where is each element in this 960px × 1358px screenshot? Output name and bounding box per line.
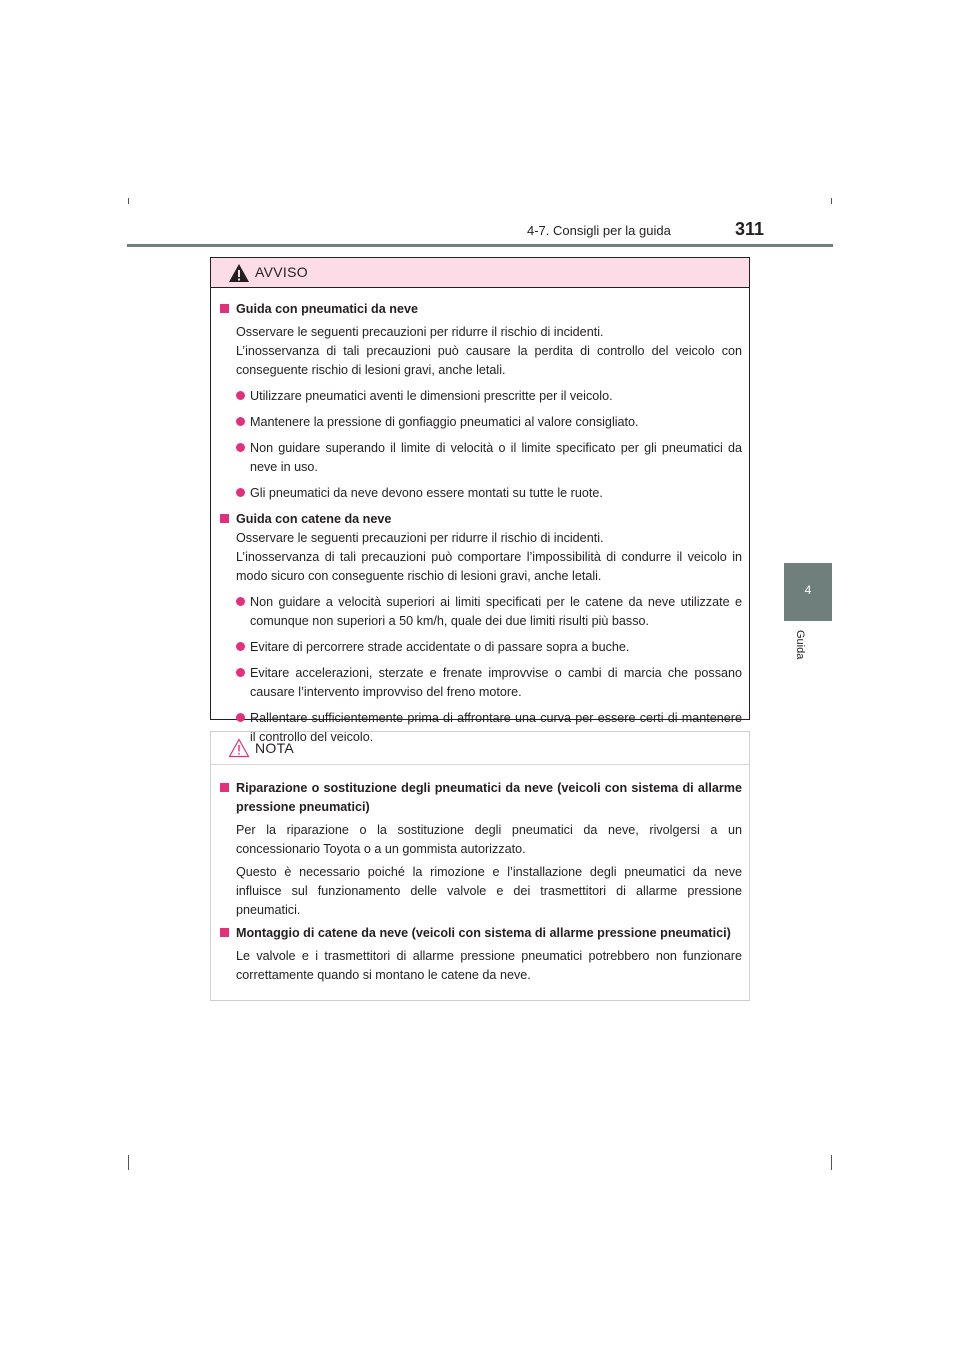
list-item: Non guidare superando il limite di velocità o il limite specificato per gli pneumatici da neve in uso. [218,439,742,477]
square-bullet-icon [220,514,229,523]
note-content [211,765,749,985]
note-section-title: Riparazione o sostituzione degli pneumatici da neve (veicoli con sistema di allarme pressione pneumatici) [218,779,742,817]
paragraph: Per la riparazione o la sostituzione degli pneumatici da neve, rivolgersi a un concessionario Toyota o a un gommista autorizzato. [236,823,742,856]
paragraph: Osservare le seguenti precauzioni per ridurre il rischio di incidenti. L’inosservanza di tali precauzioni può causare la perdita di controllo del veicolo con conseguente rischio di lesioni gravi, anche letali. [236,325,742,377]
crop-mark [128,1155,129,1170]
list-item: Evitare di percorrere strade accidentate o di passare sopra a buche. [218,638,742,657]
bullet-dot-icon [236,443,245,452]
warning-header [211,258,749,288]
bullet-dot-icon [236,597,245,606]
paragraph: Questo è necessario poiché la rimozione e l’installazione degli pneumatici da neve influisce sul funzionamento delle valvole e dei trasmettitori di allarme pressione pneumatici. [236,865,742,917]
list-item: Non guidare a velocità superiori ai limiti specificati per le catene da neve utilizzate e comunque non superiori a 50 km/h, quale dei due limiti risulti più basso. [218,593,742,631]
crop-mark [831,198,832,204]
note-box [210,731,750,1001]
warning-content [211,288,749,747]
warning-section-title: Guida con pneumatici da neve [218,300,742,319]
chapter-label-wrap [790,630,808,670]
chapter-label: Guida [794,630,806,660]
bullet-dot-icon [236,642,245,651]
section-title: 4-7. Consigli per la guida [527,223,671,238]
square-bullet-icon [220,304,229,313]
list-item: Rallentare sufficientemente prima di affrontare una curva per essere certi di mantenere il controllo del veicolo. [218,709,742,747]
warning-triangle-icon [228,263,250,283]
warning-section-title: Guida con catene da neve [218,510,742,529]
crop-mark [831,1155,832,1170]
bullet-dot-icon [236,713,245,722]
note-section-title: Montaggio di catene da neve (veicoli con sistema di allarme pressione pneumatici) [218,924,742,943]
bullet-dot-icon [236,488,245,497]
list-item: Utilizzare pneumatici aventi le dimensioni prescritte per il veicolo. [218,387,742,406]
bullet-dot-icon [236,417,245,426]
warning-label: AVVISO [255,264,308,280]
page-number: 311 [735,219,765,239]
bullet-dot-icon [236,391,245,400]
list-item: Gli pneumatici da neve devono essere montati su tutte le ruote. [218,484,742,503]
chapter-tab [784,563,832,621]
paragraph: Le valvole e i trasmettitori di allarme pressione pneumatici potrebbero non funzionare correttamente quando si montano le catene da neve. [236,949,742,982]
list-item: Mantenere la pressione di gonfiaggio pneumatici al valore consigliato. [218,413,742,432]
list-item: Evitare accelerazioni, sterzate e frenate improvvise o cambi di marcia che possano causare l’intervento improvviso del freno motore. [218,664,742,702]
chapter-number: 4 [804,583,812,597]
header-rule [127,244,833,247]
square-bullet-icon [220,928,229,937]
crop-mark [128,198,129,204]
note-header [211,732,749,765]
square-bullet-icon [220,783,229,792]
paragraph: Osservare le seguenti precauzioni per ridurre il rischio di incidenti. L’inosservanza di tali precauzioni può comportare l’impossibilità di condurre il veicolo in modo sicuro con conseguente rischio di lesioni gravi, anche letali. [236,531,742,583]
warning-box [210,257,750,744]
bullet-dot-icon [236,668,245,677]
note-label: NOTA [255,740,295,756]
caution-outline-triangle-icon [228,738,250,758]
